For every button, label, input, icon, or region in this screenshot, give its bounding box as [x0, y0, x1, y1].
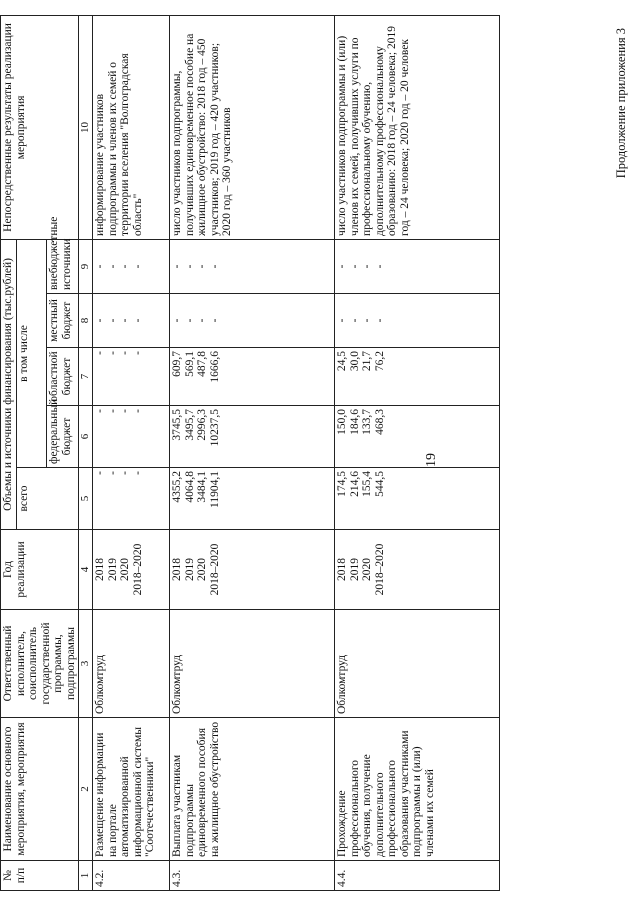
cell-fed-value: - [106, 409, 119, 413]
cell-loc-value: - [131, 318, 144, 323]
index-cell: 4 [79, 530, 93, 610]
cell-reg-value: - [106, 351, 119, 355]
cell-fed-value: - [94, 409, 106, 413]
cell-fed-value: - [131, 409, 144, 413]
cell-fed-value: 133,7 [361, 409, 373, 435]
header-year: Год реализации [1, 530, 79, 610]
cell-loc-value: - [171, 318, 183, 323]
cell-loc-value: - [183, 318, 196, 323]
cell-total-value: 3484,1 [196, 471, 208, 503]
cell-total-value: 544,5 [373, 471, 386, 497]
header-result: Непосредственные результаты реализации мероприятия [1, 15, 79, 239]
cell-fed-value: 3495,7 [183, 409, 196, 441]
cell-loc-value: - [106, 318, 119, 323]
cell-years-value: 2020 [196, 558, 208, 581]
cell-years-value: 2018 [171, 558, 183, 581]
index-cell: 8 [79, 294, 93, 348]
row-total [93, 468, 170, 530]
cell-total-value: 11904,1 [208, 471, 221, 508]
cell-fed-value: 150,0 [336, 409, 348, 435]
row-responsible: Облкомтруд [170, 610, 335, 718]
table-row [93, 15, 170, 890]
row-extra [93, 239, 170, 293]
cell-total-value: - [94, 471, 106, 475]
header-extra: внебюджетные источники [47, 239, 79, 293]
header-including: в том числе [16, 239, 47, 467]
row-local [170, 294, 335, 348]
header-federal: федеральный бюджет [47, 406, 79, 468]
row-responsible: Облкомтруд [93, 610, 170, 718]
index-cell: 6 [79, 406, 93, 468]
row-regional [335, 348, 500, 406]
cell-years-value: 2018–2020 [373, 543, 386, 596]
cell-loc-value: - [94, 318, 106, 323]
cell-fed-value: 2996,3 [196, 409, 208, 441]
row-federal [170, 406, 335, 468]
header-responsible: Ответственный исполнитель, соисполнитель государственной программы, подпрограммы [1, 610, 79, 718]
cell-reg-value: 569,1 [183, 351, 196, 377]
cell-total-value: - [119, 471, 131, 475]
cell-loc-value: - [119, 318, 131, 323]
row-number: 4.2. [93, 861, 170, 891]
row-federal [335, 406, 500, 468]
header-name: Наименование основного мероприятия, мероприятия [1, 718, 79, 861]
cell-loc-value: - [361, 318, 373, 323]
row-local [335, 294, 500, 348]
row-name: Выплата участникам подпрограммы единовременного пособия на жилищное обустройство [170, 718, 335, 861]
cell-total-value: 214,6 [348, 471, 361, 497]
cell-ext-value: - [361, 264, 373, 269]
index-cell: 1 [79, 861, 93, 891]
row-total [335, 468, 500, 530]
cell-reg-value: 487,8 [196, 351, 208, 377]
table-row [335, 15, 500, 890]
cell-total-value: - [106, 471, 119, 475]
cell-fed-value: 184,6 [348, 409, 361, 435]
row-name: Прохождение профессионального обучения, получение дополнительного профессионального образования участниками подпрограммы и (или) членами их семей [335, 718, 500, 861]
cell-ext-value: - [196, 264, 208, 269]
index-cell: 5 [79, 468, 93, 530]
cell-fed-value: 3745,5 [171, 409, 183, 441]
cell-loc-value: - [336, 318, 348, 323]
row-number: 4.3. [170, 861, 335, 891]
row-years [335, 530, 500, 610]
cell-reg-value: 1666,6 [208, 351, 221, 383]
table-row [170, 15, 335, 890]
cell-loc-value: - [196, 318, 208, 323]
row-result: число участников подпрограммы и (или) членов их семей, получивших услуги по профессиональному обучению, дополнительному профессиональному образованию: 2018 год – 24 человека; 2019 год – 24 человека; 2020 год – 20 человек [335, 15, 500, 239]
cell-years-value: 2020 [361, 558, 373, 581]
cell-reg-value: - [94, 351, 106, 355]
row-federal [93, 406, 170, 468]
row-local [93, 294, 170, 348]
row-responsible: Облкомтруд [335, 610, 500, 718]
row-years [93, 530, 170, 610]
cell-total-value: - [131, 471, 144, 475]
header-regional: областной бюджет [47, 348, 79, 406]
index-cell: 2 [79, 718, 93, 861]
cell-years-value: 2018 [94, 558, 106, 581]
cell-years-value: 2018–2020 [131, 543, 144, 596]
cell-reg-value: - [131, 351, 144, 355]
row-years [170, 530, 335, 610]
cell-years-value: 2018 [336, 558, 348, 581]
header-financing: Объемы и источники финансирования (тыс.рублей) [1, 239, 17, 529]
row-result: число участников подпрограммы, получивших единовременное пособие на жилищное обустройство: 2018 год – 450 участников; 2019 год – 420 участников; 2020 год – 360 участников [170, 15, 335, 239]
row-name: Размещение информации на портале автоматизированной информационной системы "Соотечественники" [93, 718, 170, 861]
cell-years-value: 2018–2020 [208, 543, 221, 596]
index-cell: 10 [79, 15, 93, 239]
cell-ext-value: - [183, 264, 196, 269]
cell-years-value: 2019 [183, 558, 196, 581]
cell-reg-value: - [119, 351, 131, 355]
cell-fed-value: - [119, 409, 131, 413]
cell-years-value: 2019 [348, 558, 361, 581]
index-row [79, 15, 93, 890]
cell-ext-value: - [336, 264, 348, 269]
cell-loc-value: - [348, 318, 361, 323]
cell-total-value: 174,5 [336, 471, 348, 497]
cell-reg-value: 76,2 [373, 351, 386, 372]
cell-loc-value: - [373, 318, 386, 323]
row-extra [170, 239, 335, 293]
continuation-label: Продолжение приложения 3 [614, 28, 628, 179]
cell-years-value: 2019 [106, 558, 119, 581]
cell-ext-value: - [348, 264, 361, 269]
row-regional [170, 348, 335, 406]
cell-ext-value: - [171, 264, 183, 269]
cell-reg-value: 24,5 [336, 351, 348, 372]
index-cell: 7 [79, 348, 93, 406]
cell-reg-value: 21,7 [361, 351, 373, 372]
cell-total-value: 4064,8 [183, 471, 196, 503]
row-regional [93, 348, 170, 406]
index-cell: 3 [79, 610, 93, 718]
cell-ext-value: - [94, 264, 106, 269]
header-total: всего [16, 468, 79, 530]
header-no: № п/п [1, 861, 79, 891]
cell-total-value: 4355,2 [171, 471, 183, 503]
row-number: 4.4. [335, 861, 500, 891]
row-extra [335, 239, 500, 293]
cell-ext-value: - [373, 264, 386, 269]
cell-loc-value: - [208, 318, 221, 323]
cell-ext-value: - [131, 264, 144, 269]
cell-ext-value: - [208, 264, 221, 269]
row-result: информирование участников подпрограммы и членов их семей о территории вселения "Волгоградская область" [93, 15, 170, 239]
cell-fed-value: 468,3 [373, 409, 386, 435]
index-cell: 9 [79, 239, 93, 293]
cell-years-value: 2020 [119, 558, 131, 581]
cell-reg-value: 30,0 [348, 351, 361, 372]
cell-fed-value: 10237,5 [208, 409, 221, 447]
header-local: местный бюджет [47, 294, 79, 348]
page-number: 19 [424, 453, 439, 467]
row-total [170, 468, 335, 530]
cell-ext-value: - [119, 264, 131, 269]
cell-ext-value: - [106, 264, 119, 269]
cell-total-value: 155,4 [361, 471, 373, 497]
cell-reg-value: 609,7 [171, 351, 183, 377]
